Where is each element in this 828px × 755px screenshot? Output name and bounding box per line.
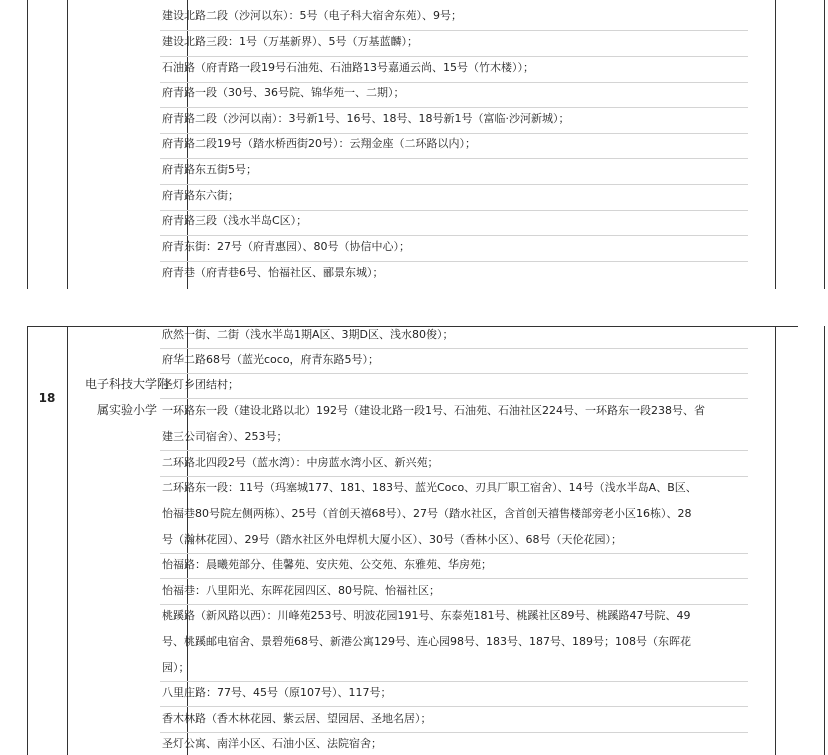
address-line: 欣然一街、二街（浅水半岛1期A区、3期D区、浅水80俊）； — [162, 328, 454, 341]
address-line: 府青巷（府青巷6号、怡福社区、郦景东城）； — [162, 266, 384, 279]
row-separator — [160, 732, 748, 733]
address-line: 八里庄路：77号、45号（原107号）、117号； — [162, 686, 392, 699]
address-line: 府华二路68号（蓝光coco，府青东路5号）； — [162, 353, 380, 366]
address-line: 二环路东一段：11号（玛塞城177、181、183号、蓝光Coco、刃具厂职工宿舍）、14号（浅水半岛A、B区、 — [162, 481, 697, 494]
address-line: 圣灯公寓、南洋小区、石油小区、法院宿舍； — [162, 737, 382, 750]
address-line: 石油路（府青路一段19号石油苑、石油路13号嘉通云尚、15号（竹木楼））； — [162, 61, 534, 74]
row-separator — [160, 348, 748, 349]
row-separator — [160, 681, 748, 682]
address-line: 园）； — [162, 661, 190, 674]
row-separator — [160, 158, 748, 159]
col-border — [824, 0, 825, 289]
row-separator — [160, 706, 748, 707]
address-line: 号、桃蹊邮电宿舍、景碧苑68号、新港公寓129号、连心园98号、183号、187号、189号；108号（东晖花 — [162, 635, 691, 648]
address-line: 府青路二段（沙河以南）：3号新1号、16号、18号、18号新1号（富临·沙河新城）； — [162, 112, 570, 125]
school-name-line2: 属实验小学 — [96, 403, 157, 417]
row-separator — [160, 210, 748, 211]
col-border — [775, 0, 776, 289]
row-separator — [160, 553, 748, 554]
address-line: 圣灯乡团结村； — [162, 378, 239, 391]
address-line: 建设北路三段：1号（万基新界）、5号（万基蓝麟）； — [162, 35, 418, 48]
col-border — [824, 326, 825, 755]
address-line: 府青路东五街5号； — [162, 163, 257, 176]
address-line: 府青路三段（浅水半岛C区）； — [162, 214, 308, 227]
table-top-border — [27, 326, 798, 327]
address-line: 建设北路二段（沙河以东）：5号（电子科大宿舍东苑）、9号； — [162, 9, 462, 22]
address-line: 府青东街：27号（府青惠园）、80号（协信中心）； — [162, 240, 410, 253]
row-separator — [160, 578, 748, 579]
row-separator — [160, 450, 748, 451]
row-separator — [160, 235, 748, 236]
row-separator — [160, 56, 748, 57]
address-line: 怡福巷：八里阳光、东晖花园四区、80号院、怡福社区； — [162, 584, 440, 597]
row-separator — [160, 398, 748, 399]
address-line: 一环路东一段（建设北路以北）192号（建设北路一段1号、石油苑、石油社区224号、一环路东一段238号、省 — [162, 404, 705, 417]
address-line: 怡福巷80号院左侧两栋）、25号（首创天禧68号）、27号（踏水社区，含首创天禧售楼部旁老小区16栋）、28 — [162, 507, 692, 520]
address-line: 建三公司宿舍）、253号； — [162, 430, 288, 443]
col-border — [27, 0, 28, 289]
row-separator — [160, 373, 748, 374]
address-line: 府青路东六街； — [162, 189, 239, 202]
address-line: 府青路二段19号（踏水桥西街20号）：云翔金座（二环路以内）； — [162, 137, 476, 150]
row-separator — [160, 261, 748, 262]
address-line: 府青路一段（30号、36号院、锦华苑一、二期）； — [162, 86, 405, 99]
col-border — [67, 0, 68, 289]
row-separator — [160, 133, 748, 134]
row-separator — [160, 604, 748, 605]
school-name-line1: 电子科技大学附 — [84, 377, 169, 391]
address-line: 怡福路：晨曦苑部分、佳馨苑、安庆苑、公交苑、东雅苑、华房苑； — [162, 558, 492, 571]
row-separator — [160, 30, 748, 31]
row-separator — [160, 476, 748, 477]
col-border — [775, 326, 776, 755]
row-separator — [160, 82, 748, 83]
row-separator — [160, 184, 748, 185]
row-number: 18 — [38, 391, 56, 405]
row-separator — [160, 107, 748, 108]
address-line: 二环路北四段2号（蓝水湾）：中房蓝水湾小区、新兴苑； — [162, 456, 439, 469]
address-line: 桃蹊路（新风路以西）：川峰苑253号、明波花园191号、东泰苑181号、桃蹊社区89号、桃蹊路47号院、49 — [162, 609, 691, 622]
address-line: 香木林路（香木林花园、紫云居、望园居、圣地名居）； — [162, 712, 432, 725]
address-line: 号（瀚林花园）、29号（踏水社区外电焊机大厦小区）、30号（香林小区）、68号（天伦花园）； — [162, 533, 622, 546]
